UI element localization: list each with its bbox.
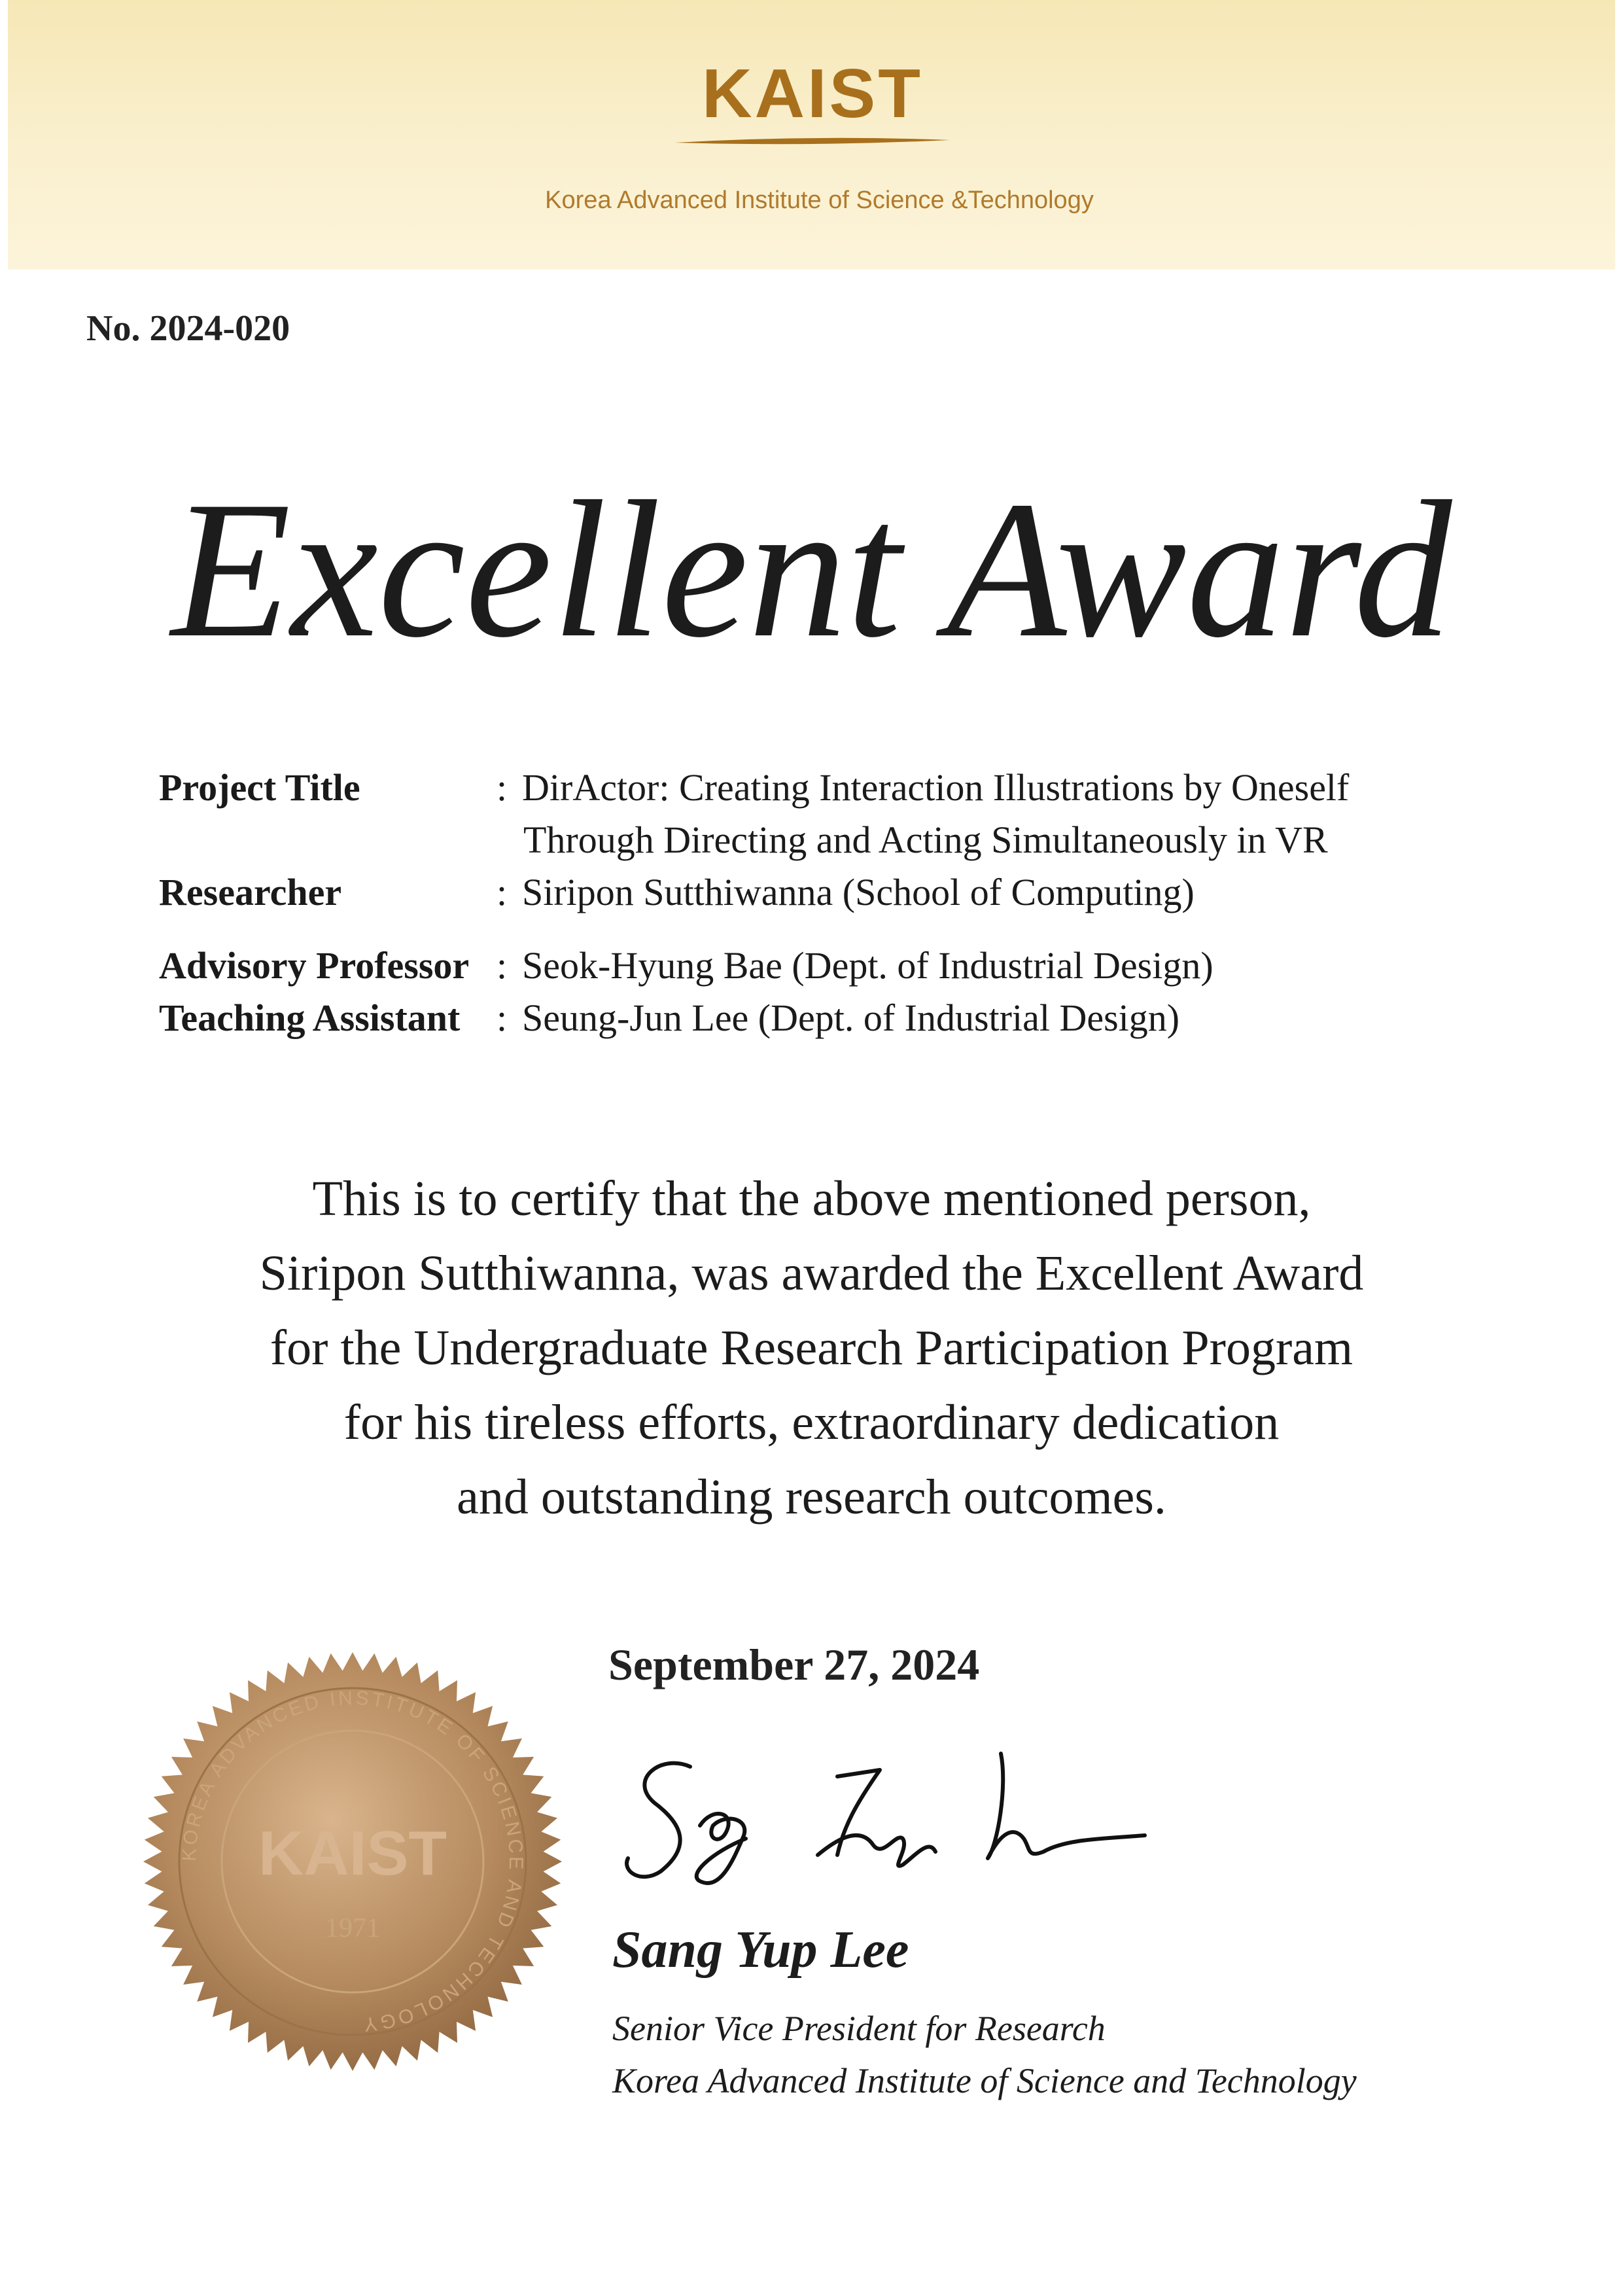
signature-icon [621,1740,1210,1898]
seal-year: 1971 [325,1913,380,1943]
project-title-value-cont: Through Directing and Acting Simultaneously in VR [523,819,1328,861]
award-date: September 27, 2024 [608,1640,980,1689]
separator: : [497,871,508,913]
signer-name: Sang Yup Lee [612,1921,909,1979]
separator: : [497,944,508,987]
statement-line: This is to certify that the above mentioned person, [312,1171,1311,1226]
logo-swoosh-icon [675,132,950,152]
seal-logo-text: KAIST [258,1818,447,1888]
project-title-label: Project Title [159,766,360,809]
researcher-value: Siripon Sutthiwanna (School of Computing) [522,871,1195,913]
separator: : [497,997,508,1039]
seal-ring-text: KOREA ADVANCED INSTITUTE OF SCIENCE AND TECHNOLOGY [178,1687,527,2036]
signer-title-line: Korea Advanced Institute of Science and Technology [612,2061,1357,2100]
signer-title-line: Senior Vice President for Research [612,2009,1106,2048]
advisor-value: Seok-Hyung Bae (Dept. of Industrial Design) [522,944,1213,987]
researcher-label: Researcher [159,871,342,913]
kaist-logo-text: KAIST [702,55,923,132]
ta-label: Teaching Assistant [159,997,461,1039]
award-title: Excellent Award [171,461,1452,678]
statement-line: and outstanding research outcomes. [457,1470,1166,1525]
separator: : [497,766,508,809]
signer-title [612,2002,1357,2107]
project-title-value: DirActor: Creating Interaction Illustrations by Oneself [522,766,1350,809]
institute-name: Korea Advanced Institute of Science &Technology [545,186,1094,214]
statement-line: for his tireless efforts, extraordinary dedication [343,1395,1280,1450]
kaist-logo [675,55,950,164]
statement-line: for the Undergraduate Research Participation Program [270,1320,1353,1375]
header-band [8,0,1615,270]
ta-value: Seung-Jun Lee (Dept. of Industrial Design) [522,997,1180,1039]
certificate-number: No. 2024-020 [86,308,290,349]
advisor-label: Advisory Professor [159,944,470,987]
certification-statement [0,1161,1623,1534]
kaist-seal-icon [140,1649,565,2074]
statement-line: Siripon Sutthiwanna, was awarded the Excellent Award [259,1246,1364,1301]
